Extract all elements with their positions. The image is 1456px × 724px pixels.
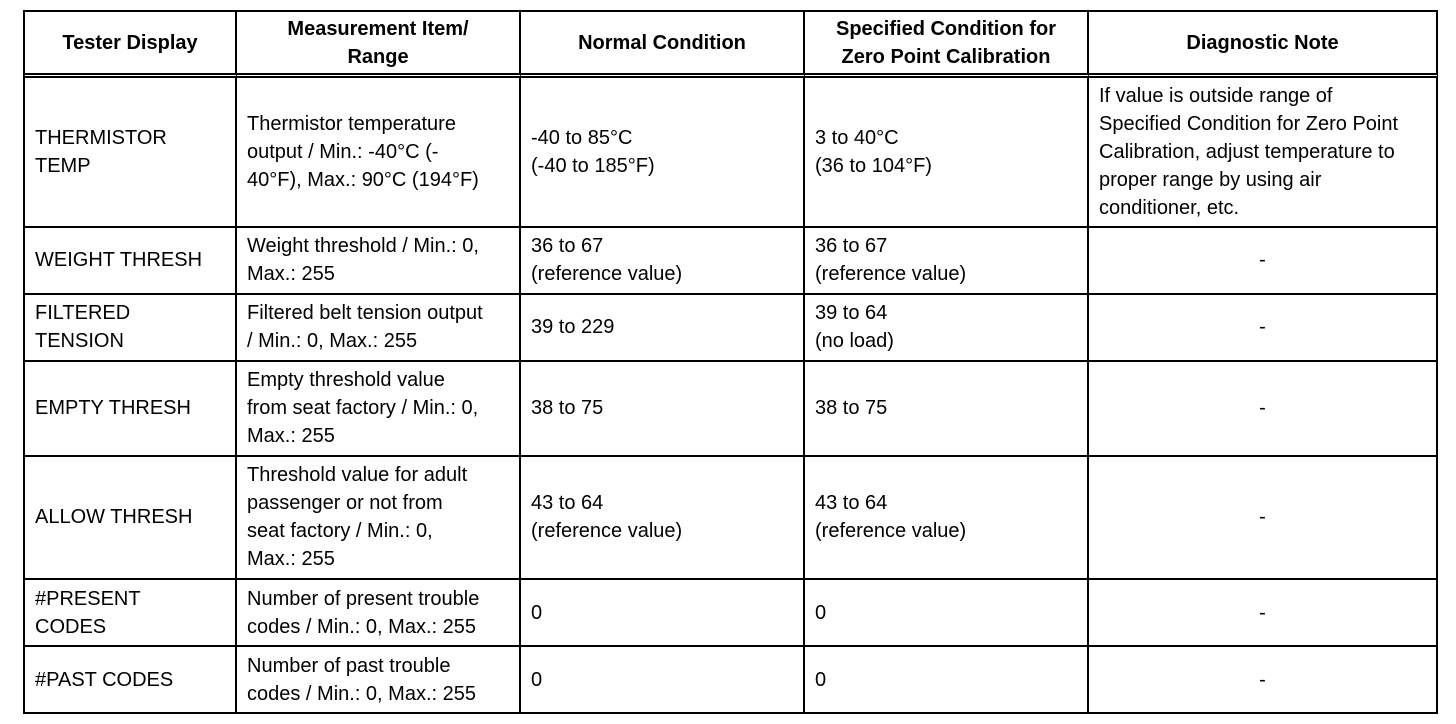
cell-tester-display: THERMISTOR TEMP — [25, 78, 237, 228]
cell-tester-display: FILTERED TENSION — [25, 295, 237, 362]
table-row — [25, 228, 1438, 295]
cell-specified: 0 — [805, 647, 1089, 714]
header-normal-condition: Normal Condition — [521, 12, 805, 78]
header-specified-condition: Specified Condition for Zero Point Calibration — [805, 12, 1089, 78]
cell-specified: 39 to 64 (no load) — [805, 295, 1089, 362]
cell-tester-display: #PRESENT CODES — [25, 580, 237, 647]
cell-measurement: Weight threshold / Min.: 0, Max.: 255 — [237, 228, 521, 295]
table-row — [25, 362, 1438, 457]
cell-specified: 3 to 40°C (36 to 104°F) — [805, 78, 1089, 228]
cell-measurement: Number of present trouble codes / Min.: 0, Max.: 255 — [237, 580, 521, 647]
cell-normal: 39 to 229 — [521, 295, 805, 362]
cell-measurement: Number of past trouble codes / Min.: 0, Max.: 255 — [237, 647, 521, 714]
table-row — [25, 647, 1438, 714]
cell-note: - — [1089, 647, 1438, 714]
cell-tester-display: #PAST CODES — [25, 647, 237, 714]
table-body — [25, 78, 1438, 714]
cell-note: - — [1089, 362, 1438, 457]
cell-normal: -40 to 85°C (-40 to 185°F) — [521, 78, 805, 228]
cell-note: If value is outside range of Specified Condition for Zero Point Calibration, adjust temperature to proper range by using air conditioner, etc. — [1089, 78, 1438, 228]
header-diagnostic-note: Diagnostic Note — [1089, 12, 1438, 78]
cell-specified: 43 to 64 (reference value) — [805, 457, 1089, 581]
cell-measurement: Threshold value for adult passenger or not from seat factory / Min.: 0, Max.: 255 — [237, 457, 521, 581]
table-row — [25, 78, 1438, 228]
cell-note: - — [1089, 295, 1438, 362]
cell-note: - — [1089, 580, 1438, 647]
table-row — [25, 580, 1438, 647]
header-measurement-item: Measurement Item/ Range — [237, 12, 521, 78]
header-tester-display: Tester Display — [25, 12, 237, 78]
cell-measurement: Thermistor temperature output / Min.: -40°C (- 40°F), Max.: 90°C (194°F) — [237, 78, 521, 228]
table-row — [25, 457, 1438, 581]
cell-normal: 38 to 75 — [521, 362, 805, 457]
header-row — [25, 12, 1438, 78]
cell-tester-display: WEIGHT THRESH — [25, 228, 237, 295]
cell-tester-display: ALLOW THRESH — [25, 457, 237, 581]
cell-specified: 38 to 75 — [805, 362, 1089, 457]
cell-measurement: Empty threshold value from seat factory / Min.: 0, Max.: 255 — [237, 362, 521, 457]
cell-normal: 0 — [521, 580, 805, 647]
table-row — [25, 295, 1438, 362]
cell-note: - — [1089, 228, 1438, 295]
data-list-table — [23, 10, 1438, 714]
cell-normal: 36 to 67 (reference value) — [521, 228, 805, 295]
cell-specified: 36 to 67 (reference value) — [805, 228, 1089, 295]
cell-specified: 0 — [805, 580, 1089, 647]
cell-note: - — [1089, 457, 1438, 581]
cell-tester-display: EMPTY THRESH — [25, 362, 237, 457]
cell-normal: 43 to 64 (reference value) — [521, 457, 805, 581]
cell-measurement: Filtered belt tension output / Min.: 0, Max.: 255 — [237, 295, 521, 362]
table-header — [25, 12, 1438, 78]
cell-normal: 0 — [521, 647, 805, 714]
